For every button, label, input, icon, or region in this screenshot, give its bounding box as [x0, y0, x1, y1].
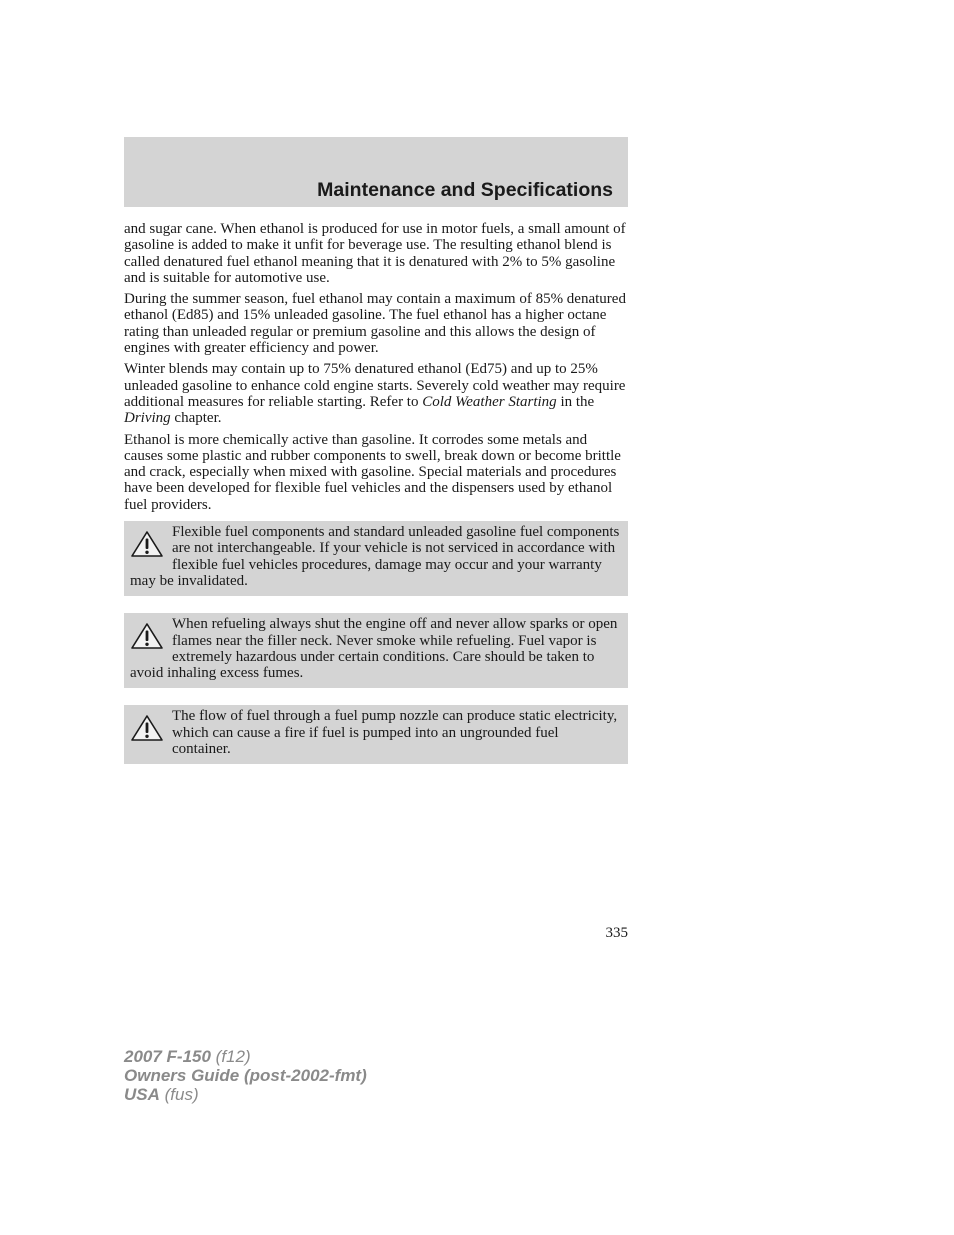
winter-text-middle: in the: [556, 393, 595, 410]
footer-line-model: [124, 1047, 367, 1066]
paragraph-summer-blend: During the summer season, fuel ethanol may contain a maximum of 85% denatured ethanol (Ed85) and 15% unleaded gasoline. The fuel ethanol has a higher octane rating than unleaded regular or premium gasoline and this allows the design of engines with greater efficiency and power.: [124, 291, 626, 357]
footer-guide: Owners Guide (post-2002-fmt): [124, 1066, 367, 1085]
warning-text-components: Flexible fuel components and standard unleaded gasoline fuel components are not interchangeable. If your vehicle is not serviced in accordance with flexible fuel vehicles procedures, damage may occur and your warranty may be invalidated.: [130, 524, 620, 589]
warning-box-static-electricity: [124, 705, 628, 764]
section-title: Maintenance and Specifications: [317, 179, 613, 201]
footer-line-guide: [124, 1066, 367, 1085]
footer-line-market: [124, 1085, 367, 1104]
cross-reference-section: Cold Weather Starting: [422, 393, 557, 410]
winter-text-before: Winter blends may contain up to 75% denatured ethanol (Ed75) and up to 25% unleaded gasoline to enhance cold engine starts. Severely cold weather may require additional measures for reliable starting. Refer to: [124, 361, 626, 410]
warning-box-refueling: [124, 613, 628, 688]
cross-reference-chapter: Driving: [124, 410, 171, 427]
footer-model-code: (f12): [210, 1047, 251, 1066]
warning-text-refueling: When refueling always shut the engine off and never allow sparks or open flames near the filler neck. Never smoke while refueling. Fuel vapor is extremely hazardous under certain conditions. Care should be taken to avoid inhaling excess fumes.: [130, 616, 618, 682]
page-number: 335: [605, 925, 628, 941]
warning-triangle-icon: [130, 530, 164, 558]
paragraph-winter-blend: [124, 361, 628, 426]
paragraph-ethanol-denaturing: and sugar cane. When ethanol is produced for use in motor fuels, a small amount of gasoline is added to make it unfit for beverage use. The resulting ethanol blend is called denatured fuel ethanol meaning that it is denatured with 2% to 5% gasoline and is suitable for automotive use.: [124, 221, 626, 286]
document-footer: [124, 1047, 367, 1104]
page-content: [124, 221, 628, 764]
warning-triangle-icon: [130, 622, 164, 650]
footer-market-code: (fus): [159, 1085, 199, 1104]
warning-triangle-icon: [130, 714, 164, 742]
warning-text-static-electricity: The flow of fuel through a fuel pump nozzle can produce static electricity, which can cause a fire if fuel is pumped into an ungrounded fuel container.: [172, 708, 618, 758]
footer-model: 2007 F-150: [124, 1047, 211, 1066]
warning-box-components: [124, 521, 628, 596]
footer-market: USA: [124, 1085, 160, 1104]
winter-text-after: chapter.: [170, 410, 222, 427]
section-header-band: [124, 137, 628, 207]
paragraph-ethanol-corrosion: Ethanol is more chemically active than gasoline. It corrodes some metals and causes some plastic and rubber components to swell, break down or become brittle and crack, especially when mixed with gasoline. Special materials and procedures have been developed for flexible fuel vehicles and the dispensers used by ethanol fuel providers.: [124, 431, 621, 513]
